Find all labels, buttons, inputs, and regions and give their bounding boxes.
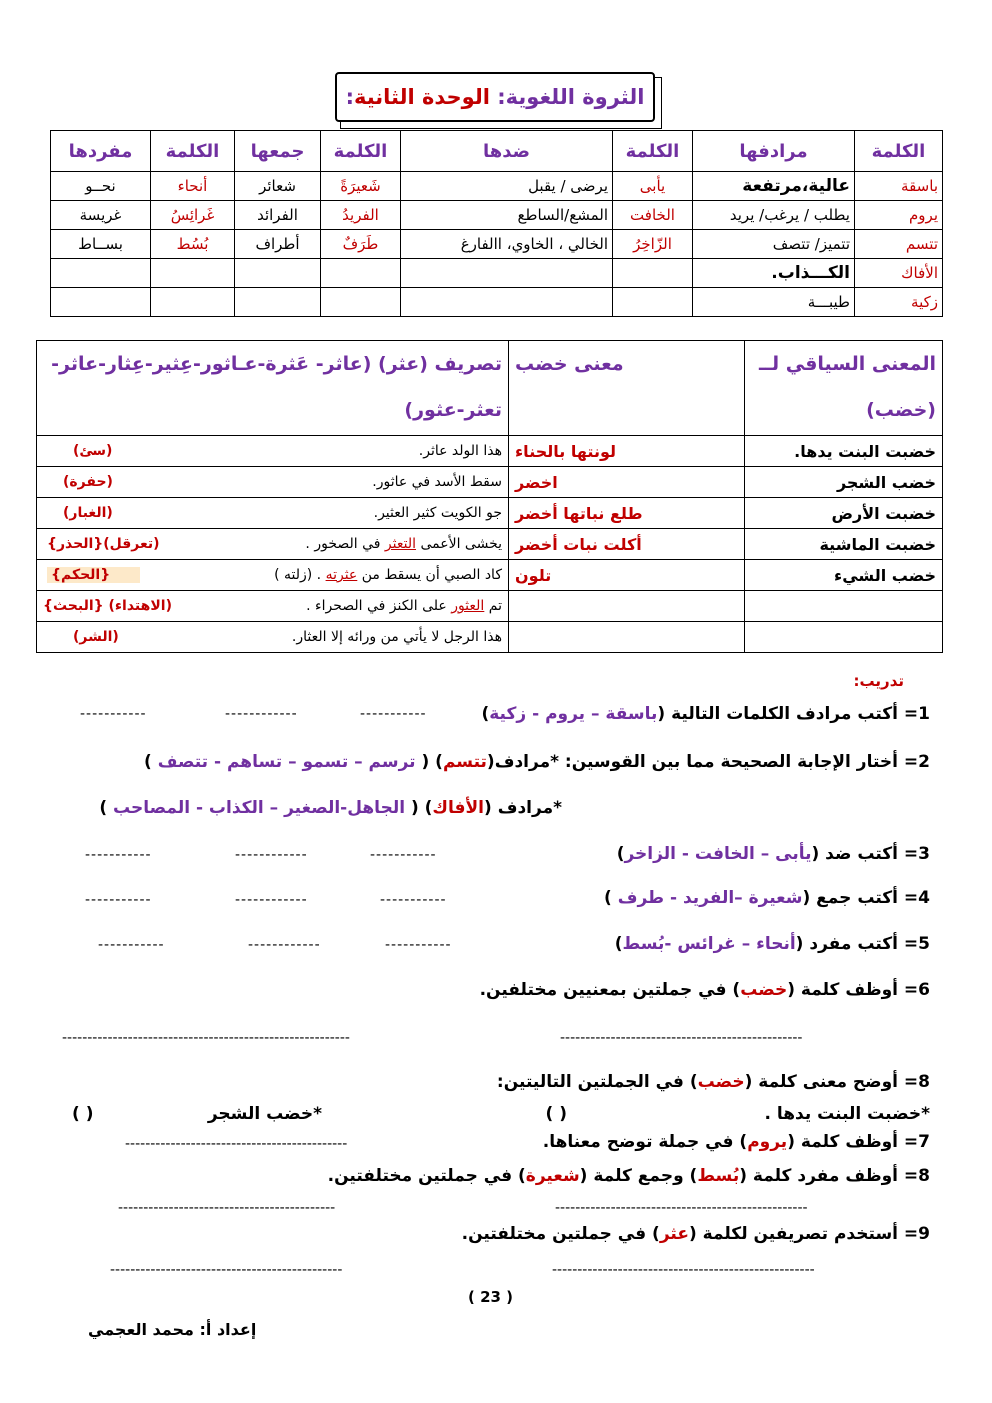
exercises-label: تدريب: — [853, 672, 904, 690]
vocab-cell: زكية — [855, 288, 943, 317]
vocab-cell — [235, 288, 321, 317]
conj-gloss: (تعرقل){الحذر} — [47, 536, 160, 552]
context-sentence: خضبت الأرض — [745, 498, 943, 529]
table-row — [51, 172, 943, 201]
context-sentence: خضبت البنت يدها. — [745, 436, 943, 467]
conj-example-cell — [37, 622, 509, 653]
context-sentence: خضبت الماشية — [745, 529, 943, 560]
author-credit: إعداد أ: محمد العجمي — [88, 1320, 257, 1339]
context-table — [36, 340, 943, 653]
vocab-cell — [401, 259, 613, 288]
q2-a: 2= أختار الإجابة الصحيحة مما بين القوسين: *مرادف( — [486, 752, 930, 772]
q6-word: خضب — [740, 980, 788, 1000]
q8a-word: خضب — [697, 1072, 745, 1092]
conj-example: يخشى الأعمى — [416, 536, 502, 552]
q9-b: ) في جملتين مختلفتين. — [461, 1224, 660, 1244]
q8-a: 8= أوظف مفرد كلمة ( — [739, 1166, 930, 1186]
q9-a: 9= أستخدم تصريفين لكلمة ( — [688, 1224, 930, 1244]
vocab-cell: تتسم — [855, 230, 943, 259]
q1-a: 1= أكتب مرادف الكلمات التالية ( — [657, 704, 930, 724]
q8a-b: ) في الجملتين التاليتين: — [496, 1072, 698, 1092]
q4-text — [604, 888, 930, 908]
context-meaning — [509, 622, 745, 653]
q1-blank: ------------ — [225, 706, 298, 722]
q3-words: يأبى – الخافت - الزاخر — [624, 844, 812, 864]
vocab-cell — [151, 288, 235, 317]
context-meaning: تلون — [509, 560, 745, 591]
vocab-cell: الأفاك — [855, 259, 943, 288]
vocab-cell: طيبـــة — [693, 288, 855, 317]
conj-example-keyword: العثور — [451, 598, 485, 614]
conj-example-cell — [37, 560, 509, 591]
context-meaning: طلع نباتها أخضر — [509, 498, 745, 529]
vocab-header: الكلمة — [855, 131, 943, 172]
vocab-cell — [51, 259, 151, 288]
conj-example-cell — [37, 467, 509, 498]
title-part1: الثروة اللغوية — [505, 85, 645, 109]
q8a-sentence-2: *خضب الشجر — [207, 1104, 322, 1124]
q2-word: تتسم — [442, 752, 487, 772]
vocab-cell: أنحاء — [151, 172, 235, 201]
conj-example-cell — [37, 591, 509, 622]
q8-line: ------------------------------------------- — [118, 1200, 336, 1216]
vocab-cell: عالية،مرتفعة — [693, 172, 855, 201]
vocab-cell: تتميز/ تتصف — [693, 230, 855, 259]
q1-words: باسقة – يروم - زكية — [489, 704, 658, 724]
context-sentence: خضب الشيء — [745, 560, 943, 591]
conj-example-cell — [37, 498, 509, 529]
q8a-paren-1: ( ) — [545, 1104, 567, 1124]
table-row — [37, 498, 943, 529]
q1-b: ) — [481, 704, 490, 724]
context-header-conj: تصريف (عثر) (عاثر- عَثرة-عـاثور-عِثير-عِثار-عاثر-تعثر-عثور) — [37, 341, 509, 436]
vocab-table — [50, 130, 943, 317]
conj-example: . (زلته ) — [274, 567, 326, 583]
table-row — [51, 288, 943, 317]
q8-word-2: شعيرة — [525, 1166, 580, 1186]
vocab-cell: بســاط — [51, 230, 151, 259]
context-meaning: اخضر — [509, 467, 745, 498]
q5-b: ) — [614, 934, 623, 954]
title-part2: الوحدة الثانية — [353, 85, 490, 109]
q4-words: شعيرة –الفريد - طرف — [617, 888, 803, 908]
q7-line: -------------------------------------------- — [125, 1136, 348, 1152]
conj-example: على الكنز في الصحراء . — [306, 598, 452, 614]
q9-line: ---------------------------------------------- — [110, 1262, 343, 1278]
q5-a: 5= أكتب مفرد ( — [795, 934, 930, 954]
q5-text — [615, 934, 930, 954]
vocab-cell: الخالي ، الخاوي، االفارغ — [401, 230, 613, 259]
table-row — [37, 591, 943, 622]
conj-gloss: (سئ) — [73, 443, 113, 459]
q2b-options: الجاهل-الصغير – الكذاب - المصاحب — [113, 798, 406, 818]
q6-line: ------------------------------------------------ — [560, 1030, 803, 1046]
q2b-c: ) — [99, 798, 114, 818]
context-sentence — [745, 591, 943, 622]
context-sentence — [745, 622, 943, 653]
vocab-cell — [235, 259, 321, 288]
table-row — [37, 529, 943, 560]
q9-line: ---------------------------------------------------- — [552, 1262, 815, 1278]
q9-word: عثر — [659, 1224, 689, 1244]
q4-a: 4= أكتب جمع ( — [802, 888, 930, 908]
vocab-cell — [151, 259, 235, 288]
q7-a: 7= أوظف كلمة ( — [787, 1132, 930, 1152]
vocab-cell: غَرائِسُ — [151, 201, 235, 230]
q8a-paren-2: ( ) — [72, 1104, 94, 1124]
q2-options: ترسم – تسمو – تساهم - تتصف — [157, 752, 416, 772]
vocab-cell: الكـــذاب. — [693, 259, 855, 288]
q6-line: --------------------------------------------------------- — [62, 1030, 350, 1046]
conj-example-keyword: عثرته — [325, 567, 358, 583]
q2-text — [144, 752, 930, 772]
q7-b: ) في جملة توضح معناها. — [542, 1132, 748, 1152]
conj-example: كاد الصبي أن يسقط من — [357, 567, 502, 583]
q2-b: ) ( — [415, 752, 443, 772]
conj-example: سقط الأسد في عاثور. — [372, 474, 502, 490]
q9-text — [462, 1224, 930, 1244]
vocab-header: الكلمة — [321, 131, 401, 172]
conj-gloss: (حفرة) — [63, 474, 113, 490]
vocab-cell: يرضى / يقبل — [401, 172, 613, 201]
q5-blank: ------------ — [248, 937, 321, 953]
vocab-cell: شَعيرَةً — [321, 172, 401, 201]
conj-gloss: (الغبار) — [63, 505, 113, 521]
q8-text — [328, 1166, 930, 1186]
q4-blank: ------------ — [235, 892, 308, 908]
page-title: الثروة اللغوية: الوحدة الثانية: — [345, 85, 645, 109]
conj-gloss: (الاهتداء) {البحث} — [43, 598, 172, 614]
q6-b: ) في جملتين بمعنيين مختلفين. — [479, 980, 741, 1000]
q1-blank: ----------- — [80, 706, 147, 722]
vocab-header: مفردها — [51, 131, 151, 172]
q3-blank: ----------- — [85, 847, 152, 863]
context-sentence: خضب الشجر — [745, 467, 943, 498]
q1-text — [481, 704, 930, 724]
q4-blank: ----------- — [380, 892, 447, 908]
q2b-b: ) ( — [405, 798, 433, 818]
vocab-cell: الخافت — [613, 201, 693, 230]
conj-example-cell — [37, 436, 509, 467]
q5-words: أنحاء – غرائس -بُسط — [622, 934, 796, 954]
table-row — [37, 560, 943, 591]
table-row — [51, 259, 943, 288]
table-row — [37, 467, 943, 498]
conj-example-cell — [37, 529, 509, 560]
vocab-cell: الفرائد — [235, 201, 321, 230]
vocab-cell: يروم — [855, 201, 943, 230]
q4-b: ) — [604, 888, 618, 908]
q3-blank: ------------ — [235, 847, 308, 863]
conj-example: في الصخور . — [305, 536, 385, 552]
vocab-cell — [613, 259, 693, 288]
vocab-header: جمعها — [235, 131, 321, 172]
vocab-cell — [321, 259, 401, 288]
table-row — [37, 622, 943, 653]
vocab-header: مرادفها — [693, 131, 855, 172]
q8-b: ) وجمع كلمة ( — [579, 1166, 698, 1186]
q7-text — [543, 1132, 930, 1152]
table-row — [37, 436, 943, 467]
vocab-cell — [401, 288, 613, 317]
title-banner — [335, 72, 655, 122]
context-header-meaning: المعنى السياقي لــ (خضب) — [745, 341, 943, 436]
vocab-cell — [613, 288, 693, 317]
q3-b: ) — [616, 844, 625, 864]
q3-a: 3= أكتب ضد ( — [811, 844, 930, 864]
q8-c: ) في جملتين مختلفتين. — [327, 1166, 526, 1186]
vocab-cell — [51, 288, 151, 317]
vocab-cell: يأبى — [613, 172, 693, 201]
q3-text — [617, 844, 930, 864]
q2-c: ) — [144, 752, 158, 772]
vocab-header: الكلمة — [151, 131, 235, 172]
context-meaning — [509, 591, 745, 622]
q2b-word: الأفاك — [432, 798, 485, 818]
vocab-cell: طَرَفٌ — [321, 230, 401, 259]
conj-example: هذا الولد عاثر. — [418, 443, 502, 459]
q8a-sentence-1: *خضبت البنت يدها . — [764, 1104, 930, 1124]
page-number: ( 23 ) — [468, 1288, 514, 1306]
q2b-a: *مرادف ( — [484, 798, 562, 818]
q8-line: -------------------------------------------------- — [555, 1200, 808, 1216]
vocab-cell: يطلب / يرغب/ يريد — [693, 201, 855, 230]
vocab-header: ضدها — [401, 131, 613, 172]
vocab-cell: نحــو — [51, 172, 151, 201]
table-row — [51, 201, 943, 230]
q6-a: 6= أوظف كلمة ( — [787, 980, 930, 1000]
q6-text — [480, 980, 930, 1000]
q1-blank: ----------- — [360, 706, 427, 722]
vocab-cell: الزّاخِرُ — [613, 230, 693, 259]
vocab-cell: باسقة — [855, 172, 943, 201]
table-row — [51, 230, 943, 259]
q8a-text — [497, 1072, 930, 1092]
context-header-mid: معنى خضب — [509, 341, 745, 436]
conj-gloss: (الشر) — [73, 629, 119, 645]
vocab-cell — [321, 288, 401, 317]
vocab-cell: الفريدُ — [321, 201, 401, 230]
vocab-cell: بُسُط — [151, 230, 235, 259]
q5-blank: ----------- — [98, 937, 165, 953]
conj-example: هذا الرجل لا يأتي من ورائه إلا العثار. — [291, 629, 502, 645]
conj-gloss: {الحكم} — [47, 567, 140, 583]
q7-word: يروم — [747, 1132, 788, 1152]
q2b-text — [99, 798, 562, 818]
vocab-header-row — [51, 131, 943, 172]
vocab-cell: المشع/الساطع — [401, 201, 613, 230]
q5-blank: ----------- — [385, 937, 452, 953]
vocab-cell: أطراف — [235, 230, 321, 259]
conj-example-keyword: التعثر — [384, 536, 417, 552]
conj-example: جو الكويت كثير العثير. — [373, 505, 502, 521]
vocab-cell: شعائر — [235, 172, 321, 201]
context-meaning: لونتها بالحناء — [509, 436, 745, 467]
conj-example: تم — [484, 598, 502, 614]
context-header-row — [37, 341, 943, 436]
q8a-a: 8= أوضح معنى كلمة ( — [744, 1072, 930, 1092]
q3-blank: ----------- — [370, 847, 437, 863]
vocab-header: الكلمة — [613, 131, 693, 172]
q4-blank: ----------- — [85, 892, 152, 908]
vocab-cell: غريسة — [51, 201, 151, 230]
context-meaning: أكلت نبات أخضر — [509, 529, 745, 560]
q8-word-1: بُسط — [697, 1166, 740, 1186]
